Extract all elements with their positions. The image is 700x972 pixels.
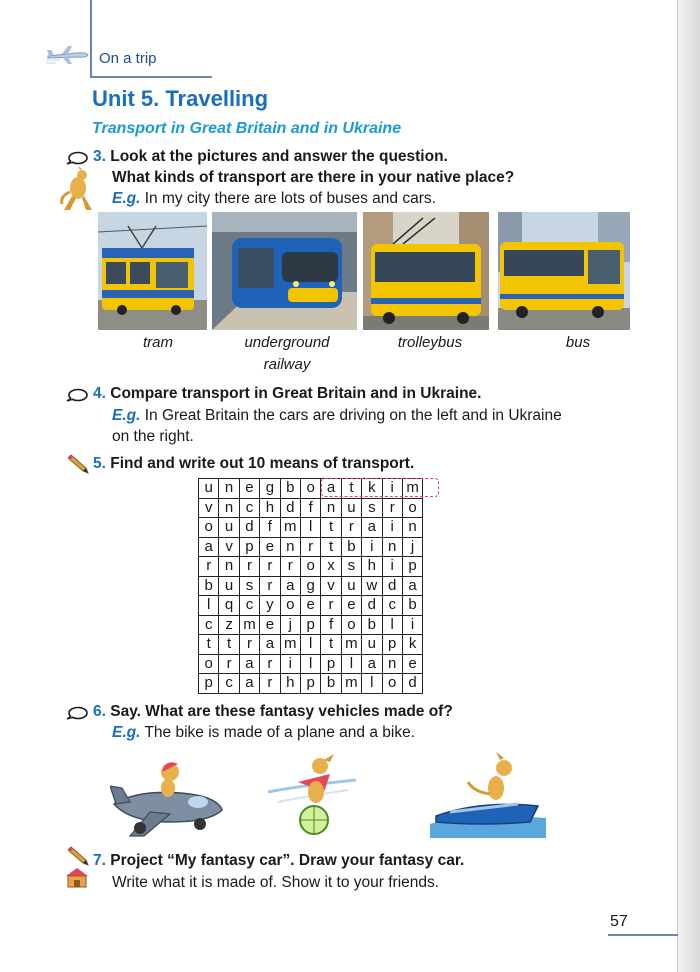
word-search-cell: w — [362, 576, 382, 596]
word-search-cell: t — [321, 635, 341, 655]
word-search-cell: t — [321, 537, 341, 557]
exercise-4-example-cont: on the right. — [112, 428, 194, 445]
word-search-cell: v — [199, 498, 219, 518]
exercise-6-number: 6. — [93, 703, 106, 720]
eg-label: E.g. — [112, 407, 141, 424]
word-search-cell: r — [321, 596, 341, 616]
word-search-cell: r — [239, 635, 259, 655]
exercise-7-heading — [93, 852, 464, 870]
word-search-cell: z — [219, 615, 239, 635]
project-house-icon — [64, 866, 90, 888]
word-search-cell: i — [382, 479, 402, 499]
eg-text: In my city there are lots of buses and cars. — [144, 190, 436, 207]
fantasy-plane-vehicle-illustration — [110, 752, 226, 838]
word-search-cell: r — [382, 498, 402, 518]
word-search-cell: n — [219, 498, 239, 518]
word-search-cell: l — [300, 518, 320, 538]
word-search-cell: p — [402, 557, 422, 577]
word-search-cell: o — [300, 479, 320, 499]
word-search-cell: a — [239, 674, 259, 694]
caption-underground: underground — [244, 334, 330, 351]
word-search-cell: d — [280, 498, 300, 518]
word-search-cell: a — [402, 576, 422, 596]
word-search-cell: p — [321, 654, 341, 674]
tram-photo — [98, 212, 207, 330]
example-word-highlight — [321, 478, 439, 497]
word-search-cell: m — [280, 635, 300, 655]
word-search-cell: h — [280, 674, 300, 694]
word-search-cell: h — [260, 498, 280, 518]
word-search-cell: e — [402, 654, 422, 674]
exercise-4-example — [112, 407, 562, 425]
word-search-cell: r — [341, 518, 361, 538]
word-search-cell: r — [300, 537, 320, 557]
word-search-row — [199, 537, 423, 557]
word-search-cell: s — [341, 557, 361, 577]
word-search-cell: l — [341, 654, 361, 674]
caption-bus: bus — [565, 334, 591, 351]
word-search-cell: r — [260, 576, 280, 596]
pencil-icon — [68, 844, 92, 866]
word-search-cell: m — [239, 615, 259, 635]
exercise-3-example — [112, 190, 436, 208]
word-search-cell: o — [199, 654, 219, 674]
word-search-cell: b — [321, 674, 341, 694]
word-search-cell: n — [219, 557, 239, 577]
word-search-cell: t — [341, 479, 361, 499]
word-search-cell: a — [321, 479, 341, 499]
exercise-6-instruction: Say. What are these fantasy vehicles made of? — [110, 703, 453, 720]
word-search-table — [198, 478, 423, 694]
word-search-cell: b — [199, 576, 219, 596]
word-search-cell: o — [341, 615, 361, 635]
word-search-cell: s — [239, 576, 259, 596]
word-search-cell: n — [382, 654, 402, 674]
word-search-cell: a — [260, 635, 280, 655]
exercise-6-example — [112, 724, 415, 742]
word-search-cell: m — [280, 518, 300, 538]
word-search-row — [199, 518, 423, 538]
exercise-6-heading — [93, 703, 453, 721]
word-search-row — [199, 654, 423, 674]
word-search-cell: v — [219, 537, 239, 557]
word-search-cell: i — [280, 654, 300, 674]
word-search-cell: c — [382, 596, 402, 616]
word-search-cell: j — [402, 537, 422, 557]
word-search-cell: r — [260, 674, 280, 694]
word-search-row — [199, 615, 423, 635]
exercise-4-instruction: Compare transport in Great Britain and in Ukraine. — [110, 385, 482, 402]
word-search-cell: o — [402, 498, 422, 518]
word-search-cell: u — [199, 479, 219, 499]
binding-line — [90, 0, 92, 78]
word-search-cell: i — [382, 518, 402, 538]
word-search-cell: r — [260, 557, 280, 577]
underground-railway-photo — [212, 212, 357, 330]
page-number: 57 — [610, 913, 628, 930]
word-search-row — [199, 557, 423, 577]
word-search-cell: x — [321, 557, 341, 577]
word-search-cell: o — [199, 518, 219, 538]
word-search-cell: a — [280, 576, 300, 596]
word-search-cell: k — [362, 479, 382, 499]
exercise-3-question: What kinds of transport are there in your native place? — [112, 169, 515, 186]
word-search-cell: m — [402, 479, 422, 499]
word-search-cell: l — [300, 654, 320, 674]
word-search-cell: g — [260, 479, 280, 499]
word-search-cell: g — [300, 576, 320, 596]
word-search-cell: a — [362, 654, 382, 674]
word-search-cell: r — [280, 557, 300, 577]
word-search-cell: i — [362, 537, 382, 557]
word-search-cell: b — [362, 615, 382, 635]
word-search-cell: a — [362, 518, 382, 538]
word-search-cell: r — [199, 557, 219, 577]
word-search-cell: p — [199, 674, 219, 694]
exercise-7-instruction: Project “My fantasy car”. Draw your fantasy car. — [110, 852, 465, 869]
word-search-cell: o — [382, 674, 402, 694]
word-search-cell: m — [341, 674, 361, 694]
word-search-cell: s — [362, 498, 382, 518]
speech-bubble-icon — [66, 388, 88, 402]
header-underline — [92, 76, 212, 78]
word-search-cell: p — [300, 615, 320, 635]
word-search-cell: h — [362, 557, 382, 577]
word-search-cell: u — [341, 498, 361, 518]
word-search-cell: j — [280, 615, 300, 635]
word-search-cell: k — [402, 635, 422, 655]
word-search-cell: e — [300, 596, 320, 616]
word-search-row — [199, 674, 423, 694]
unit-title: Unit 5. Travelling — [92, 86, 269, 111]
exercise-3-number: 3. — [93, 148, 106, 165]
word-search-row — [199, 498, 423, 518]
word-search-cell: p — [382, 635, 402, 655]
word-search-cell: l — [300, 635, 320, 655]
word-search-cell: f — [300, 498, 320, 518]
word-search-cell: o — [300, 557, 320, 577]
eg-label: E.g. — [112, 190, 141, 207]
running-head: On a trip — [99, 50, 157, 67]
word-search-cell: p — [300, 674, 320, 694]
exercise-7-number: 7. — [93, 852, 106, 869]
exercise-4-heading — [93, 385, 481, 403]
exercise-5-instruction: Find and write out 10 means of transport. — [110, 455, 415, 472]
word-search-cell: b — [280, 479, 300, 499]
word-search-cell: r — [260, 654, 280, 674]
word-search-cell: d — [362, 596, 382, 616]
word-search-cell: u — [219, 576, 239, 596]
word-search-cell: q — [219, 596, 239, 616]
word-search-grid — [198, 478, 423, 694]
fantasy-jetski-vehicle-illustration — [430, 752, 546, 838]
word-search-cell: n — [280, 537, 300, 557]
exercise-5-heading — [93, 455, 414, 473]
speech-bubble-icon — [66, 151, 88, 165]
word-search-cell: a — [239, 654, 259, 674]
word-search-cell: n — [219, 479, 239, 499]
exercise-4-number: 4. — [93, 385, 106, 402]
word-search-cell: u — [341, 576, 361, 596]
word-search-cell: t — [219, 635, 239, 655]
word-search-cell: r — [239, 557, 259, 577]
word-search-cell: d — [382, 576, 402, 596]
caption-railway: railway — [263, 356, 311, 373]
word-search-row — [199, 635, 423, 655]
word-search-cell: b — [402, 596, 422, 616]
word-search-cell: e — [341, 596, 361, 616]
word-search-row — [199, 596, 423, 616]
word-search-cell: v — [321, 576, 341, 596]
page-edge — [677, 0, 700, 972]
eg-text: The bike is made of a plane and a bike. — [144, 724, 416, 741]
word-search-cell: c — [239, 596, 259, 616]
speech-bubble-icon — [66, 706, 88, 720]
eg-label: E.g. — [112, 724, 141, 741]
word-search-cell: n — [402, 518, 422, 538]
word-search-cell: d — [239, 518, 259, 538]
exercise-3-heading — [93, 148, 448, 166]
word-search-cell: i — [402, 615, 422, 635]
word-search-cell: b — [341, 537, 361, 557]
word-search-cell: t — [199, 635, 219, 655]
word-search-cell: c — [239, 498, 259, 518]
caption-tram: tram — [143, 334, 173, 351]
word-search-cell: c — [199, 615, 219, 635]
word-search-cell: a — [199, 537, 219, 557]
word-search-cell: f — [260, 518, 280, 538]
trolleybus-photo — [363, 212, 489, 330]
exercise-7-instruction-cont: Write what it is made of. Show it to your friends. — [112, 874, 440, 891]
word-search-cell: p — [239, 537, 259, 557]
word-search-cell: u — [362, 635, 382, 655]
eg-text-1: In Great Britain the cars are driving on the left and in Ukraine — [144, 407, 562, 424]
word-search-cell: u — [219, 518, 239, 538]
word-search-cell: d — [402, 674, 422, 694]
word-search-cell: c — [219, 674, 239, 694]
kangaroo-mascot-icon — [58, 166, 98, 212]
airplane-icon — [46, 44, 90, 66]
caption-trolleybus: trolleybus — [397, 334, 463, 351]
exercise-5-number: 5. — [93, 455, 106, 472]
word-search-cell: t — [321, 518, 341, 538]
word-search-cell: o — [280, 596, 300, 616]
bus-photo — [498, 212, 630, 330]
word-search-cell: n — [321, 498, 341, 518]
word-search-cell: n — [382, 537, 402, 557]
word-search-cell: l — [362, 674, 382, 694]
exercise-3-instruction: Look at the pictures and answer the question. — [110, 148, 448, 165]
section-subtitle: Transport in Great Britain and in Ukraine — [92, 120, 402, 137]
pencil-icon — [68, 452, 92, 474]
word-search-cell: l — [382, 615, 402, 635]
word-search-cell: r — [219, 654, 239, 674]
word-search-cell: y — [260, 596, 280, 616]
page-number-underline — [608, 934, 678, 936]
fantasy-bike-vehicle-illustration — [268, 752, 358, 838]
word-search-cell: f — [321, 615, 341, 635]
word-search-cell: e — [260, 537, 280, 557]
word-search-cell: i — [382, 557, 402, 577]
word-search-cell: e — [239, 479, 259, 499]
word-search-cell: l — [199, 596, 219, 616]
word-search-cell: m — [341, 635, 361, 655]
word-search-row — [199, 576, 423, 596]
word-search-cell: e — [260, 615, 280, 635]
